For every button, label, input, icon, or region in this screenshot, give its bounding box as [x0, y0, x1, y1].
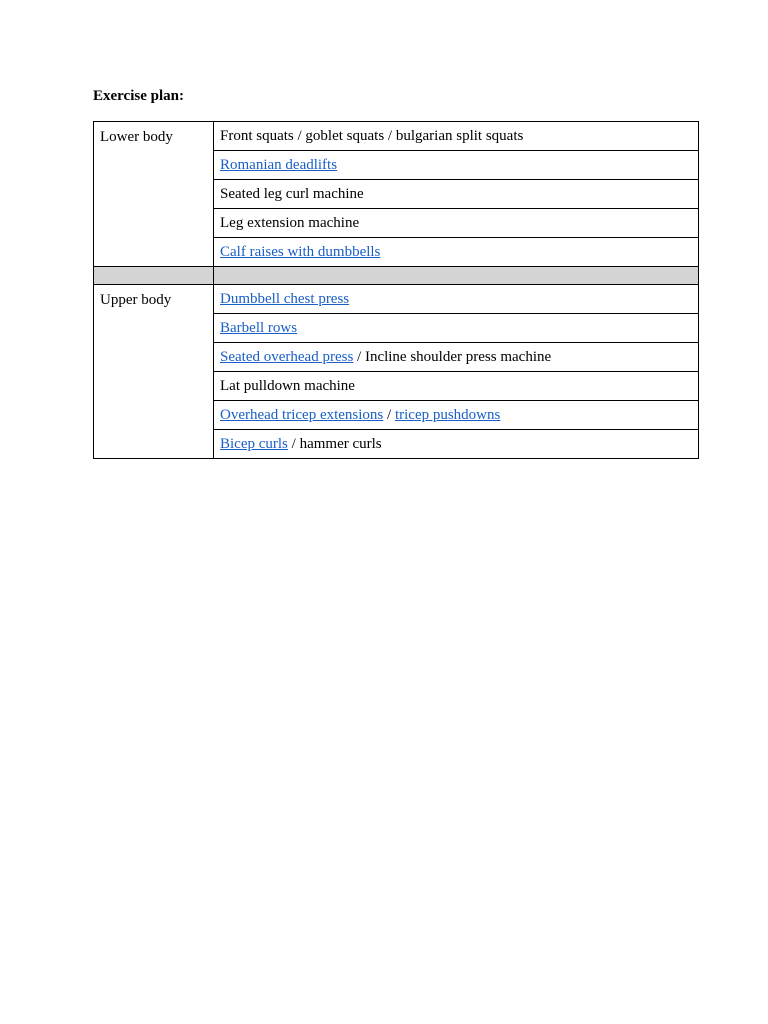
exercise-link-overhead-tricep-extensions[interactable]: Overhead tricep extensions	[220, 407, 384, 423]
exercise-cell: Leg extension machine	[214, 209, 699, 238]
divider-cell	[94, 267, 214, 285]
exercise-alternative-text: / Incline shoulder press machine	[353, 349, 552, 365]
table-row	[94, 285, 699, 314]
exercise-cell	[214, 314, 699, 343]
exercise-alternative-text: / hammer curls	[287, 436, 382, 452]
exercise-link-tricep-pushdowns[interactable]: tricep pushdowns	[394, 407, 501, 423]
section-label-lower-body: Lower body	[94, 122, 214, 267]
exercise-cell	[214, 238, 699, 267]
section-label-upper-body: Upper body	[94, 285, 214, 459]
exercise-link-barbell-rows[interactable]: Barbell rows	[220, 320, 298, 336]
exercise-cell	[214, 151, 699, 180]
exercise-cell: Seated leg curl machine	[214, 180, 699, 209]
exercise-cell	[214, 430, 699, 459]
exercise-link-seated-overhead-press[interactable]: Seated overhead press	[220, 349, 354, 365]
exercise-cell: Lat pulldown machine	[214, 372, 699, 401]
exercise-cell	[214, 401, 699, 430]
exercise-cell: Front squats / goblet squats / bulgarian split squats	[214, 122, 699, 151]
separator-text: /	[383, 407, 395, 423]
divider-cell	[214, 267, 699, 285]
exercise-link-bicep-curls[interactable]: Bicep curls	[220, 436, 288, 452]
exercise-cell	[214, 343, 699, 372]
exercise-plan-table	[93, 121, 699, 459]
section-divider-row	[94, 267, 699, 285]
exercise-link-romanian-deadlifts[interactable]: Romanian deadlifts	[220, 157, 338, 173]
exercise-link-dumbbell-chest-press[interactable]: Dumbbell chest press	[220, 291, 350, 307]
page-heading: Exercise plan:	[93, 88, 184, 104]
table-row	[94, 122, 699, 151]
exercise-cell	[214, 285, 699, 314]
exercise-link-calf-raises[interactable]: Calf raises with dumbbells	[220, 244, 381, 260]
